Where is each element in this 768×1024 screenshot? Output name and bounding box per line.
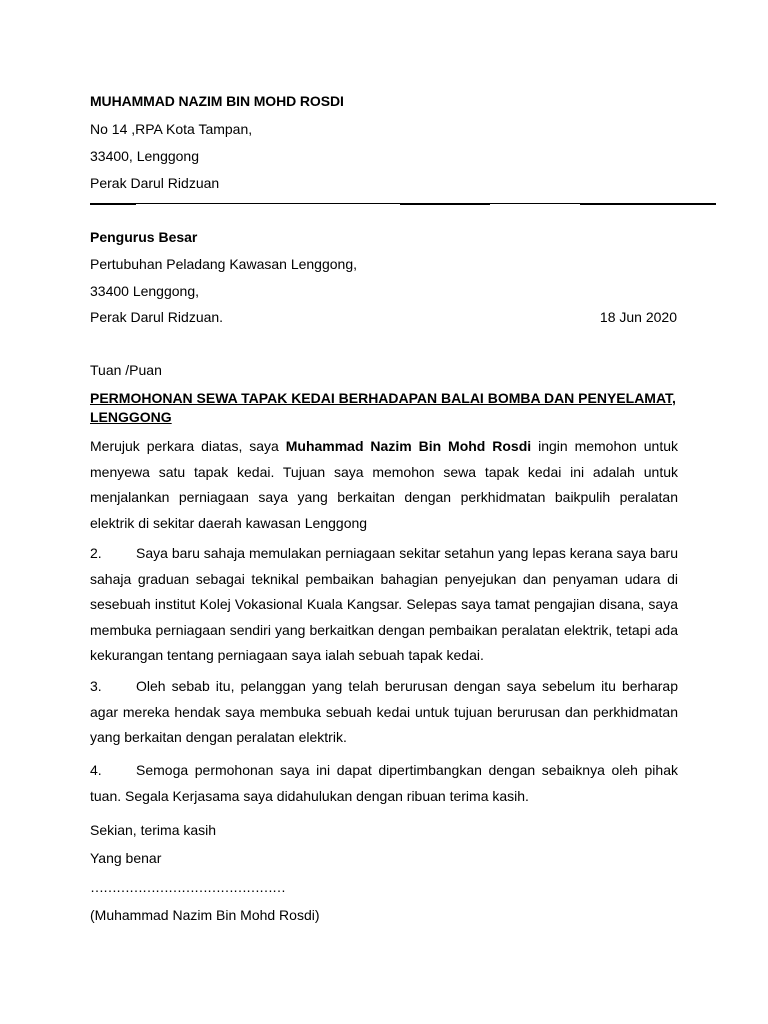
paragraph-3-text: Oleh sebab itu, pelanggan yang telah berurusan dengan saya sebelum itu berharap agar mereka hendak saya membuka sebuah kedai untuk tujuan berurusan dan perkhidmatan yang berkaitan dengan peralatan elektrik. <box>90 678 678 745</box>
valediction: Yang benar <box>90 850 162 866</box>
recipient-line3: Perak Darul Ridzuan. <box>90 309 224 325</box>
paragraph-2-text: Saya baru sahaja memulakan perniagaan sekitar setahun yang lepas kerana saya baru sahaja graduan sebagai teknikal pembaikan bahagian penyejukan dan penyaman udara di sesebuah institut Kolej Vokasional Kuala Kangsar. Selepas saya tamat pengajian disana, saya membuka perniagaan sendiri yang berkaitkan dengan pembaikan peralatan elektrik, tetapi ada kekurangan tentang perniagaan saya ialah sebuah tapak kedai. <box>90 545 678 663</box>
signature-line: ……………………………………… <box>90 879 285 895</box>
sender-name: MUHAMMAD NAZIM BIN MOHD ROSDI <box>90 93 344 109</box>
recipient-line2: 33400 Lenggong, <box>90 283 199 299</box>
sender-address-line1: No 14 ,RPA Kota Tampan, <box>90 121 253 137</box>
paragraph-3 <box>90 674 678 751</box>
signatory-name: (Muhammad Nazim Bin Mohd Rosdi) <box>90 907 320 923</box>
recipient-title: Pengurus Besar <box>90 229 198 245</box>
letter-subject: PERMOHONAN SEWA TAPAK KEDAI BERHADAPAN BALAI BOMBA DAN PENYELAMAT, LENGGONG <box>90 390 676 425</box>
paragraph-1-rest: ingin memohon untuk menyewa satu tapak kedai. Tujuan saya memohon sewa tapak kedai ini adalah untuk menjalankan perniagaan saya yang berkaitan dengan perkhidmatan baikpulih peralatan elektrik di sekitar daerah kawasan Lenggong <box>90 438 678 531</box>
address-divider <box>90 203 716 204</box>
paragraph-1-intro: Merujuk perkara diatas, saya <box>90 438 286 454</box>
sender-address-line3: Perak Darul Ridzuan <box>90 175 220 191</box>
applicant-name-inline: Muhammad Nazim Bin Mohd Rosdi <box>285 438 532 454</box>
paragraph-2 <box>90 541 678 669</box>
sender-address-line2: 33400, Lenggong <box>90 148 199 164</box>
paragraph-4 <box>90 758 678 809</box>
paragraph-1 <box>90 434 678 536</box>
paragraph-4-number: 4. <box>90 762 102 778</box>
recipient-line1: Pertubuhan Peladang Kawasan Lenggong, <box>90 256 357 272</box>
closing-line: Sekian, terima kasih <box>90 822 217 838</box>
paragraph-4-text: Semoga permohonan saya ini dapat dipertimbangkan dengan sebaiknya oleh pihak tuan. Segala Kerjasama saya didahulukan dengan ribuan terima kasih. <box>90 762 678 804</box>
letter-date: 18 Jun 2020 <box>599 309 677 325</box>
paragraph-2-number: 2. <box>90 545 102 561</box>
salutation: Tuan /Puan <box>90 362 162 378</box>
paragraph-3-number: 3. <box>90 678 102 694</box>
